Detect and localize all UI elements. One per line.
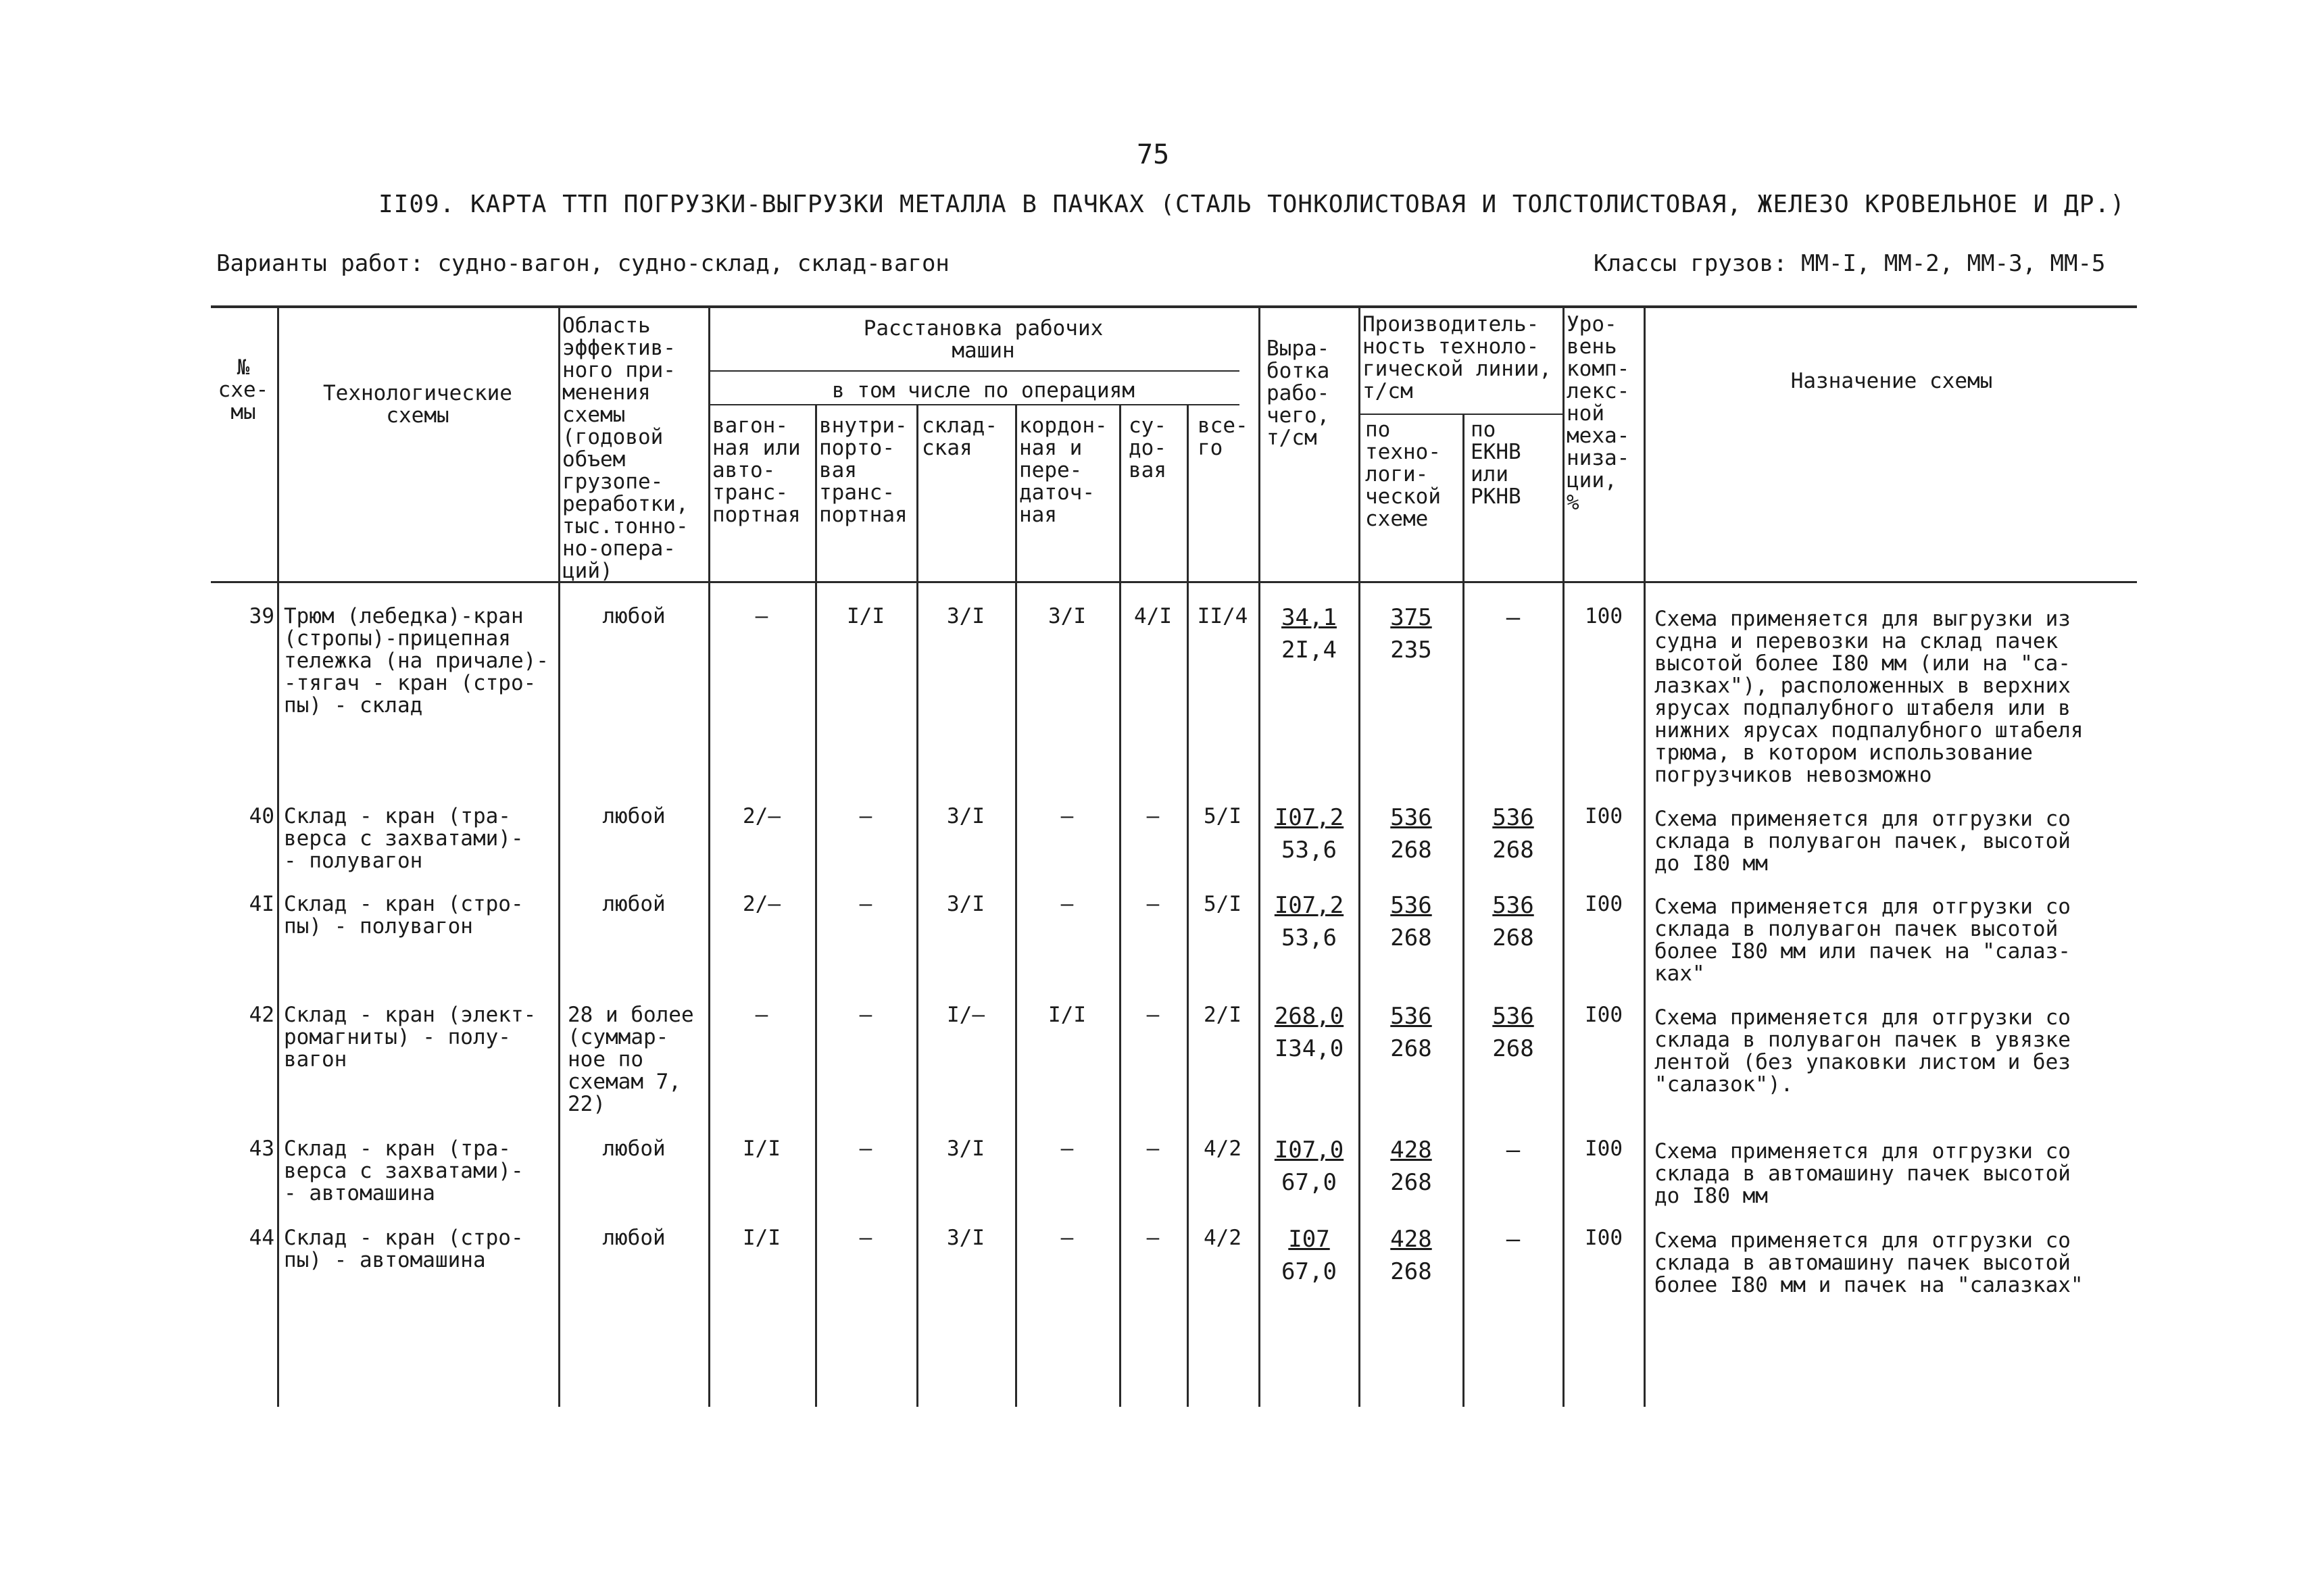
cell-wagon-ops: 2/–	[743, 804, 781, 828]
cell-scheme-purpose: Схема применяется для отгрузки со склада в полувагон пачек, высотой до I80 мм	[1654, 807, 2071, 876]
cell-scheme-purpose: Схема применяется для отгрузки со склада в автомашину пачек высотой более I80 мм и пачек на "салазках"	[1654, 1228, 2084, 1297]
cell-scheme-number: 4I	[249, 892, 274, 916]
cell-application-area: любой	[602, 1226, 666, 1250]
cell-wagon-ops: 2/–	[743, 892, 781, 916]
cell-technological-scheme: Склад - кран (тра- верса с захватами)- - полувагон	[284, 804, 524, 873]
cell-ship-ops: –	[1146, 1137, 1160, 1161]
cell-inner-ops: –	[859, 1137, 872, 1161]
cell-productivity-scheme: $\frac{428}{268}$	[1390, 1226, 1432, 1285]
cell-total-ops: II/4	[1197, 604, 1248, 628]
cell-total-ops: 5/I	[1204, 804, 1241, 828]
cell-inner-ops: –	[859, 892, 872, 916]
header-by-tech-scheme: по техно- логи- ческой схеме	[1365, 418, 1441, 531]
cell-scheme-number: 39	[249, 604, 274, 628]
header-warehouse: склад- ская	[922, 414, 998, 460]
header-including-operations: в том числе по операциям	[832, 378, 1135, 403]
cell-wagon-ops: I/I	[743, 1137, 781, 1161]
cell-productivity-ekhnv: $\frac{536}{268}$	[1492, 1003, 1534, 1062]
cell-scheme-purpose: Схема применяется для отгрузки со склада в автомашину пачек высотой до I80 мм	[1654, 1139, 2071, 1208]
header-inner-port-transport: внутри- порто- вая транс- портная	[819, 414, 908, 527]
cell-scheme-purpose: Схема применяется для выгрузки из судна и перевозки на склад пачек высотой более I80 мм (или на "са- лазках"), расположенных в верхних ярусах подпалубного штабеля или в нижних ярусах подпалубного штабеля трюма, в котором использование погрузчиков невозможно	[1654, 607, 2084, 787]
cell-cordon-ops: –	[1060, 804, 1074, 828]
cell-inner-ops: –	[859, 804, 872, 828]
cell-productivity-ekhnv: $\frac{536}{268}$	[1492, 892, 1534, 951]
cell-mechanization-level: I00	[1585, 804, 1623, 828]
cell-technological-scheme: Склад - кран (тра- верса с захватами)- - автомашина	[284, 1137, 524, 1205]
cell-inner-ops: –	[859, 1003, 872, 1027]
col-line	[277, 305, 279, 1407]
cell-productivity-scheme: $\frac{536}{268}$	[1390, 1003, 1432, 1062]
cell-productivity-scheme: $\frac{536}{268}$	[1390, 804, 1432, 864]
productivity-divider	[1360, 414, 1564, 415]
cell-mechanization-level: I00	[1585, 1003, 1623, 1027]
cell-scheme-purpose: Схема применяется для отгрузки со склада в полувагон пачек высотой более I80 мм или пачек на "салаз- ках"	[1654, 895, 2071, 986]
cell-wagon-ops: –	[755, 604, 768, 628]
cell-warehouse-ops: I/–	[947, 1003, 985, 1027]
cell-cordon-ops: –	[1060, 1226, 1074, 1250]
cell-warehouse-ops: 3/I	[947, 1226, 985, 1250]
cell-worker-output: $\frac{I07}{67,0}$	[1281, 1226, 1337, 1285]
operations-divider	[708, 404, 1239, 405]
cell-scheme-number: 44	[249, 1226, 274, 1250]
header-cordon-transfer: кордон- ная и пере- даточ- ная	[1019, 414, 1108, 527]
cell-application-area: 28 и более (суммар- ное по схемам 7, 22)	[568, 1003, 694, 1116]
page-number: 75	[1137, 139, 1170, 170]
cell-mechanization-level: I00	[1585, 1226, 1623, 1250]
header-technological-schemes: Технологические схемы	[323, 381, 512, 428]
cell-scheme-number: 42	[249, 1003, 274, 1027]
cell-productivity-scheme: $\frac{375}{235}$	[1390, 604, 1432, 664]
cell-worker-output: $\frac{I07,2}{53,6}$	[1274, 892, 1344, 951]
cell-warehouse-ops: 3/I	[947, 604, 985, 628]
cell-warehouse-ops: 3/I	[947, 1137, 985, 1161]
cell-worker-output: $\frac{268,0}{I34,0}$	[1274, 1003, 1344, 1062]
cell-productivity-scheme: $\frac{428}{268}$	[1390, 1137, 1432, 1196]
header-application-area: Область эффектив- ного при- менения схемы (годовой объем грузопе- реработки, тыс.тонно- но-опера- ций)	[562, 314, 689, 583]
cell-cordon-ops: –	[1060, 1137, 1074, 1161]
cell-worker-output: $\frac{I07,0}{67,0}$	[1274, 1137, 1344, 1196]
cell-cordon-ops: 3/I	[1048, 604, 1086, 628]
cell-ship-ops: 4/I	[1134, 604, 1172, 628]
cell-mechanization-level: I00	[1585, 1137, 1623, 1161]
placement-divider	[708, 370, 1239, 372]
cell-wagon-ops: –	[755, 1003, 768, 1027]
cell-total-ops: 4/2	[1204, 1137, 1241, 1161]
cell-application-area: любой	[602, 1137, 666, 1161]
cell-scheme-purpose: Схема применяется для отгрузки со склада в полувагон пачек в увязке лентой (без упаковки листом и без "салазок").	[1654, 1005, 2071, 1097]
header-worker-output: Выра- ботка рабо- чего, т/см	[1266, 336, 1330, 450]
table-top-border	[211, 305, 2137, 308]
cell-inner-ops: –	[859, 1226, 872, 1250]
header-machine-placement: Расстановка рабочих машин	[863, 316, 1104, 363]
header-ship: су- до- вая	[1129, 414, 1166, 482]
cell-application-area: любой	[602, 604, 666, 628]
cell-ship-ops: –	[1146, 1003, 1160, 1027]
header-mechanization-level: Уро- вень комп- лекс- ной меха- низа- ции, %	[1567, 312, 1630, 515]
cell-technological-scheme: Склад - кран (элект- ромагниты) - полу- вагон	[284, 1003, 537, 1072]
cell-application-area: любой	[602, 892, 666, 916]
header-by-ekhnv: по ЕКНВ или РКНВ	[1471, 418, 1521, 509]
cell-wagon-ops: I/I	[743, 1226, 781, 1250]
col-line	[1644, 305, 1646, 1407]
cell-ship-ops: –	[1146, 804, 1160, 828]
cell-productivity-ekhnv: –	[1506, 1226, 1521, 1253]
cell-worker-output: $\frac{I07,2}{53,6}$	[1274, 804, 1344, 864]
cell-warehouse-ops: 3/I	[947, 804, 985, 828]
cell-ship-ops: –	[1146, 1226, 1160, 1250]
cell-total-ops: 4/2	[1204, 1226, 1241, 1250]
cell-productivity-ekhnv: $\frac{536}{268}$	[1492, 804, 1534, 864]
cell-technological-scheme: Трюм (лебедка)-кран (стропы)-прицепная тележка (на причале)- -тягач - кран (стро- пы) - склад	[284, 604, 549, 718]
cell-technological-scheme: Склад - кран (стро- пы) - полувагон	[284, 892, 524, 939]
cell-cordon-ops: –	[1060, 892, 1074, 916]
cell-application-area: любой	[602, 804, 666, 828]
document-title: II09. КАРТА ТТП ПОГРУЗКИ-ВЫГРУЗКИ МЕТАЛЛА В ПАЧКАХ (СТАЛЬ ТОНКОЛИСТОВАЯ И ТОЛСТОЛИСТОВАЯ, ЖЕЛЕЗО КРОВЕЛЬНОЕ И ДР.)	[378, 191, 2125, 218]
cell-worker-output: $\frac{34,1}{2I,4}$	[1281, 604, 1337, 664]
work-variants-line: Варианты работ: судно-вагон, судно-склад, склад-вагон	[216, 250, 950, 277]
header-scheme-purpose: Назначение схемы	[1790, 369, 1993, 393]
header-wagon-or-auto: вагон- ная или авто- транс- портная	[712, 414, 801, 527]
cell-cordon-ops: I/I	[1048, 1003, 1086, 1027]
header-bottom-border	[211, 581, 2137, 583]
cell-mechanization-level: 100	[1585, 604, 1623, 628]
cell-warehouse-ops: 3/I	[947, 892, 985, 916]
header-scheme-number: № схе- мы	[218, 355, 269, 424]
cell-total-ops: 5/I	[1204, 892, 1241, 916]
cell-total-ops: 2/I	[1204, 1003, 1241, 1027]
cell-technological-scheme: Склад - кран (стро- пы) - автомашина	[284, 1226, 524, 1272]
cell-mechanization-level: I00	[1585, 892, 1623, 916]
cell-scheme-number: 40	[249, 804, 274, 828]
cell-productivity-scheme: $\frac{536}{268}$	[1390, 892, 1432, 951]
cell-scheme-number: 43	[249, 1137, 274, 1161]
header-total: все- го	[1198, 414, 1248, 460]
cargo-classes-line: Классы грузов: ММ-I, ММ-2, ММ-3, ММ-5	[1594, 250, 2106, 277]
cell-inner-ops: I/I	[847, 604, 885, 628]
header-line-productivity: Производитель- ность техноло- гической линии, т/см	[1362, 312, 1552, 403]
cell-ship-ops: –	[1146, 892, 1160, 916]
cell-productivity-ekhnv: –	[1506, 1137, 1521, 1164]
cell-productivity-ekhnv: –	[1506, 604, 1521, 631]
